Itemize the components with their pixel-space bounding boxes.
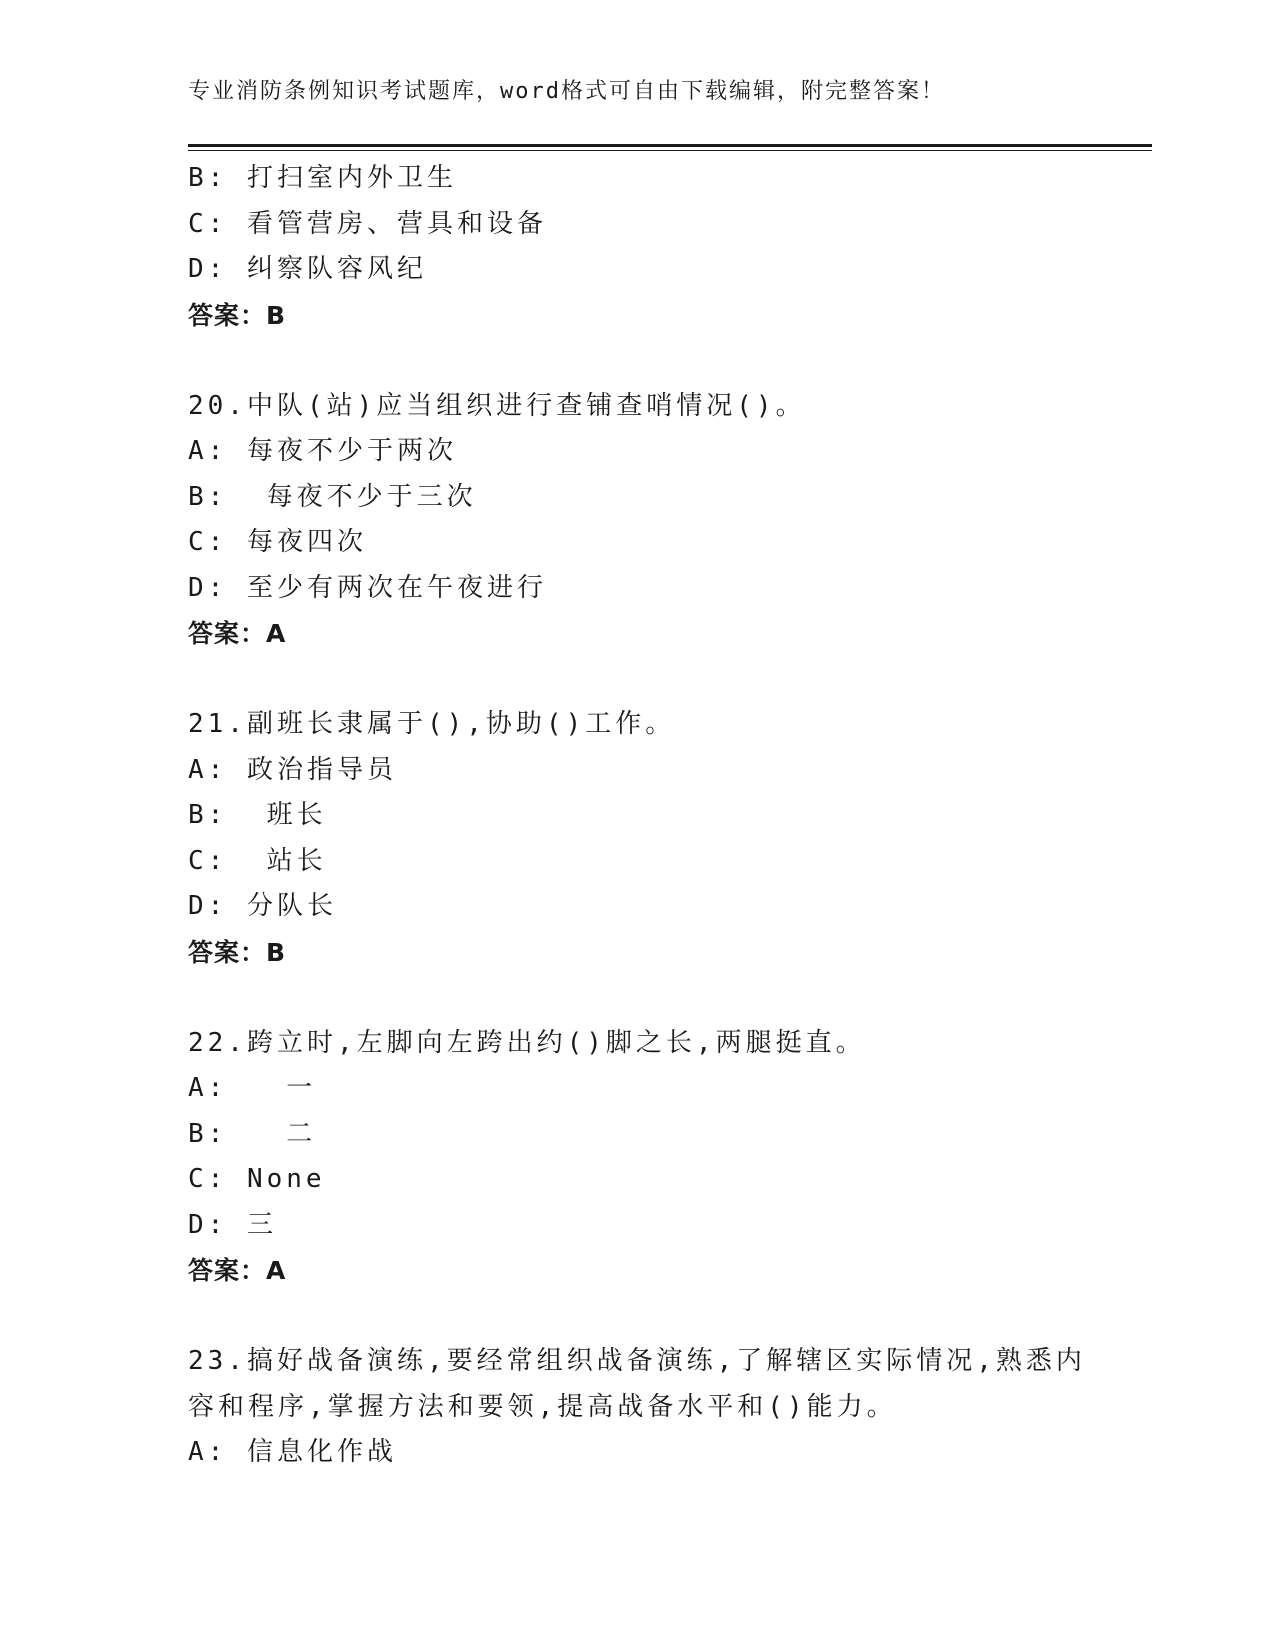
question-text: 23.搞好战备演练,要经常组织战备演练,了解辖区实际情况,熟悉内容和程序,掌握方法和要领,提高战备水平和()能力。 bbox=[188, 1346, 1086, 1422]
option-d: D: 三 bbox=[188, 1209, 277, 1240]
answer-label: 答案：A bbox=[188, 619, 287, 648]
answer-label: 答案：B bbox=[188, 937, 287, 967]
option-d: D: 分队长 bbox=[188, 891, 337, 921]
header-rule-thick bbox=[188, 144, 1152, 147]
option-c: C: None bbox=[188, 1164, 326, 1194]
option-c: C: 站长 bbox=[188, 845, 327, 876]
question-block-23 bbox=[188, 1339, 1088, 1476]
spacer bbox=[188, 657, 1088, 703]
spacer bbox=[188, 1294, 1088, 1340]
answer-label: 答案：A bbox=[188, 1256, 287, 1285]
option-c: C: 每夜四次 bbox=[188, 527, 367, 557]
option-b: B: 二 bbox=[188, 1118, 317, 1149]
option-a: A: 政治指导员 bbox=[188, 754, 397, 785]
option-a: A: 一 bbox=[188, 1073, 317, 1103]
option-b: B: 班长 bbox=[188, 800, 327, 830]
question-block-20 bbox=[188, 384, 1088, 657]
option-d: D: 纠察队容风纪 bbox=[188, 254, 427, 284]
option-a: A: 每夜不少于两次 bbox=[188, 436, 457, 466]
header-rule-thin bbox=[188, 150, 1152, 151]
option-c: C: 看管营房、营具和设备 bbox=[188, 208, 547, 239]
option-b: B: 每夜不少于三次 bbox=[188, 481, 477, 512]
question-text: 22.跨立时,左脚向左跨出约()脚之长,两腿挺直。 bbox=[188, 1027, 866, 1058]
option-b: B: 打扫室内外卫生 bbox=[188, 163, 457, 193]
question-block-22 bbox=[188, 1021, 1088, 1294]
question-block-21 bbox=[188, 702, 1088, 975]
question-list bbox=[188, 156, 1088, 1476]
option-a: A: 信息化作战 bbox=[188, 1437, 397, 1467]
question-block-19 bbox=[188, 156, 1088, 338]
spacer bbox=[188, 338, 1088, 384]
option-d: D: 至少有两次在午夜进行 bbox=[188, 572, 547, 603]
answer-label: 答案：B bbox=[188, 300, 287, 330]
spacer bbox=[188, 975, 1088, 1021]
question-text: 21.副班长隶属于(),协助()工作。 bbox=[188, 709, 676, 739]
question-text: 20.中队(站)应当组织进行查铺查哨情况()。 bbox=[188, 390, 806, 421]
page-header: 专业消防条例知识考试题库，word格式可自由下载编辑，附完整答案！ bbox=[188, 79, 945, 104]
